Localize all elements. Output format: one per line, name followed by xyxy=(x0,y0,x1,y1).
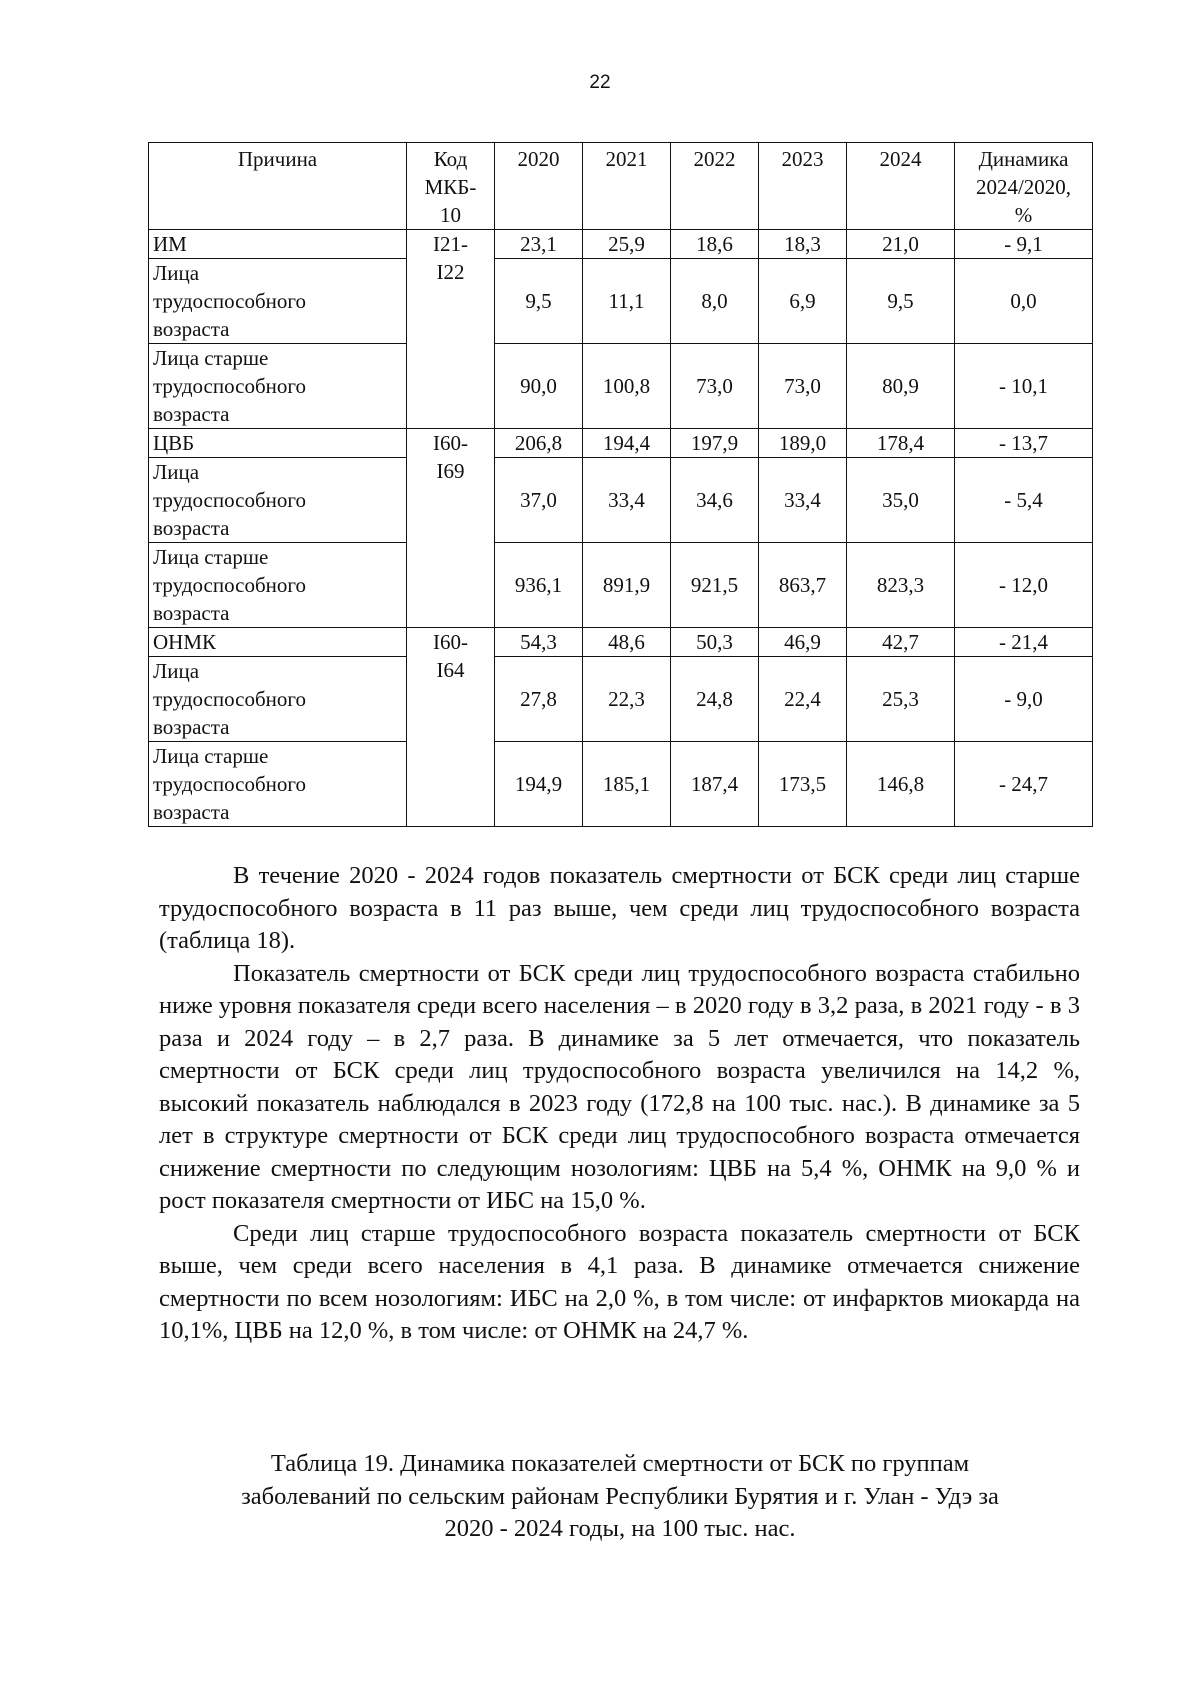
value-cell: 27,8 xyxy=(495,657,583,742)
value-cell: 18,6 xyxy=(671,230,759,259)
dynamics-cell: - 5,4 xyxy=(955,458,1093,543)
cause-cell: ОНМК xyxy=(149,628,407,657)
value-cell: 34,6 xyxy=(671,458,759,543)
cause-cell: Лица трудоспособного возраста xyxy=(149,657,407,742)
header-cause: Причина xyxy=(149,143,407,230)
value-cell: 24,8 xyxy=(671,657,759,742)
mortality-table xyxy=(148,142,1093,827)
value-cell: 23,1 xyxy=(495,230,583,259)
dynamics-cell: - 10,1 xyxy=(955,344,1093,429)
value-cell: 823,3 xyxy=(847,543,955,628)
value-cell: 21,0 xyxy=(847,230,955,259)
cause-cell: Лица старше трудоспособного возраста xyxy=(149,742,407,827)
value-cell: 80,9 xyxy=(847,344,955,429)
header-year: 2024 xyxy=(847,143,955,230)
caption-line: Таблица 19. Динамика показателей смертности от БСК по группам xyxy=(270,1450,970,1477)
value-cell: 33,4 xyxy=(759,458,847,543)
value-cell: 48,6 xyxy=(583,628,671,657)
dynamics-cell: - 24,7 xyxy=(955,742,1093,827)
icd-code-cell: I60- I64 xyxy=(407,628,495,827)
value-cell: 22,3 xyxy=(583,657,671,742)
value-cell: 18,3 xyxy=(759,230,847,259)
cause-cell: ИМ xyxy=(149,230,407,259)
value-cell: 11,1 xyxy=(583,259,671,344)
value-cell: 194,4 xyxy=(583,429,671,458)
value-cell: 46,9 xyxy=(759,628,847,657)
header-dynamics: Динамика 2024/2020, % xyxy=(955,143,1093,230)
dynamics-cell: - 9,1 xyxy=(955,230,1093,259)
cause-cell: ЦВБ xyxy=(149,429,407,458)
icd-code-cell: I21- I22 xyxy=(407,230,495,429)
page-number: 22 xyxy=(589,72,611,93)
value-cell: 73,0 xyxy=(759,344,847,429)
icd-code-cell: I60- I69 xyxy=(407,429,495,628)
value-cell: 891,9 xyxy=(583,543,671,628)
value-cell: 54,3 xyxy=(495,628,583,657)
value-cell: 173,5 xyxy=(759,742,847,827)
value-cell: 206,8 xyxy=(495,429,583,458)
header-year: 2020 xyxy=(495,143,583,230)
value-cell: 25,9 xyxy=(583,230,671,259)
table-caption xyxy=(150,1448,1090,1546)
value-cell: 50,3 xyxy=(671,628,759,657)
value-cell: 6,9 xyxy=(759,259,847,344)
value-cell: 194,9 xyxy=(495,742,583,827)
table-row xyxy=(149,344,1093,429)
value-cell: 9,5 xyxy=(495,259,583,344)
value-cell: 863,7 xyxy=(759,543,847,628)
table-header-row xyxy=(149,143,1093,230)
value-cell: 197,9 xyxy=(671,429,759,458)
value-cell: 187,4 xyxy=(671,742,759,827)
paragraph: В течение 2020 - 2024 годов показатель смертности от БСК среди лиц старше трудоспособного возраста в 11 раз выше, чем среди лиц трудоспособного возраста (таблица 18). xyxy=(159,862,1080,954)
value-cell: 146,8 xyxy=(847,742,955,827)
dynamics-cell: - 12,0 xyxy=(955,543,1093,628)
table-row xyxy=(149,230,1093,259)
caption-line: 2020 - 2024 годы, на 100 тыс. нас. xyxy=(444,1515,796,1542)
cause-cell: Лица трудоспособного возраста xyxy=(149,259,407,344)
table-row xyxy=(149,628,1093,657)
body-text xyxy=(159,860,1080,1348)
value-cell: 100,8 xyxy=(583,344,671,429)
header-icd-code: Код МКБ- 10 xyxy=(407,143,495,230)
value-cell: 35,0 xyxy=(847,458,955,543)
header-year: 2023 xyxy=(759,143,847,230)
value-cell: 73,0 xyxy=(671,344,759,429)
value-cell: 185,1 xyxy=(583,742,671,827)
table-row xyxy=(149,543,1093,628)
value-cell: 37,0 xyxy=(495,458,583,543)
dynamics-cell: - 21,4 xyxy=(955,628,1093,657)
dynamics-cell: 0,0 xyxy=(955,259,1093,344)
value-cell: 25,3 xyxy=(847,657,955,742)
value-cell: 9,5 xyxy=(847,259,955,344)
paragraph: Показатель смертности от БСК среди лиц трудоспособного возраста стабильно ниже уровня показателя среди всего населения – в 2020 году в 3,2 раза, в 2021 году - в 3 раза и 2024 году – в 2,7 раза. В динамике за 5 лет отмечается, что показатель смертности от БСК среди лиц трудоспособного возраста увеличился на 14,2 %, высокий показатель наблюдался в 2023 году (172,8 на 100 тыс. нас.). В динамике за 5 лет в структуре смертности от БСК среди лиц трудоспособного возраста отмечается снижение смертности по следующим нозологиям: ЦВБ на 5,4 %, ОНМК на 9,0 % и рост показателя смертности от ИБС на 15,0 %. xyxy=(159,959,1080,1214)
value-cell: 936,1 xyxy=(495,543,583,628)
cause-cell: Лица старше трудоспособного возраста xyxy=(149,543,407,628)
table-row xyxy=(149,742,1093,827)
value-cell: 90,0 xyxy=(495,344,583,429)
value-cell: 42,7 xyxy=(847,628,955,657)
value-cell: 921,5 xyxy=(671,543,759,628)
cause-cell: Лица старше трудоспособного возраста xyxy=(149,344,407,429)
table-row xyxy=(149,458,1093,543)
value-cell: 22,4 xyxy=(759,657,847,742)
value-cell: 189,0 xyxy=(759,429,847,458)
caption-line: заболеваний по сельским районам Республики Бурятия и г. Улан - Удэ за xyxy=(241,1482,999,1510)
value-cell: 8,0 xyxy=(671,259,759,344)
table-row xyxy=(149,429,1093,458)
paragraph: Среди лиц старше трудоспособного возраста показатель смертности от БСК выше, чем среди всего населения в 4,1 раза. В динамике отмечается снижение смертности по всем нозологиям: ИБС на 2,0 %, в том числе: от инфарктов миокарда на 10,1%, ЦВБ на 12,0 %, в том числе: от ОНМК на 24,7 %. xyxy=(159,1219,1080,1344)
dynamics-cell: - 9,0 xyxy=(955,657,1093,742)
header-year: 2022 xyxy=(671,143,759,230)
cause-cell: Лица трудоспособного возраста xyxy=(149,458,407,543)
dynamics-cell: - 13,7 xyxy=(955,429,1093,458)
header-year: 2021 xyxy=(583,143,671,230)
value-cell: 178,4 xyxy=(847,429,955,458)
table-row xyxy=(149,657,1093,742)
table-row xyxy=(149,259,1093,344)
value-cell: 33,4 xyxy=(583,458,671,543)
